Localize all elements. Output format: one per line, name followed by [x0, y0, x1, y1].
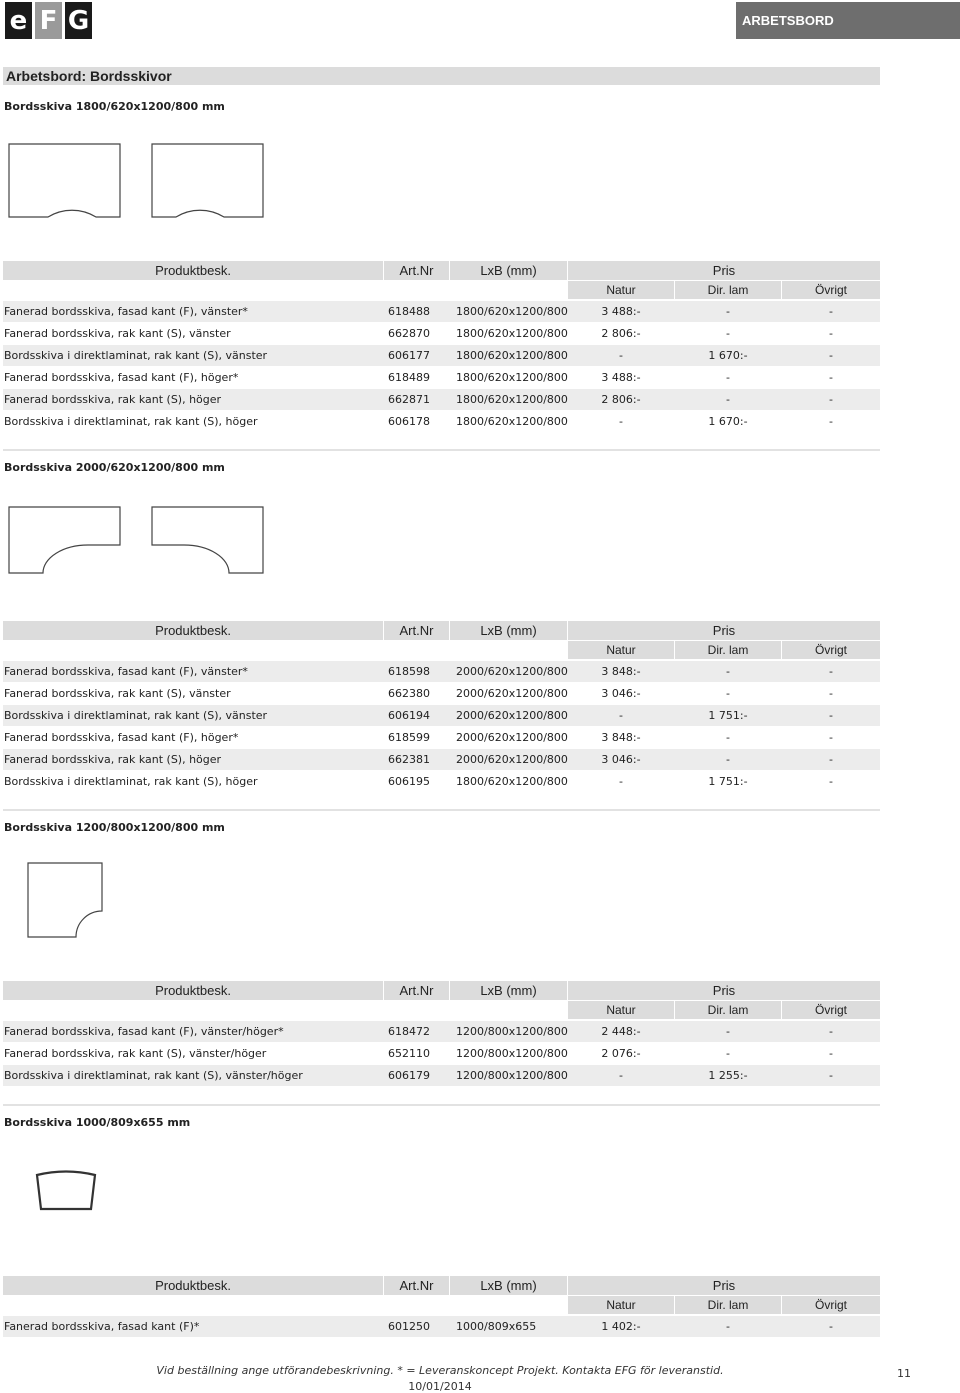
table-row — [3, 1043, 880, 1064]
header-ovrigt: Övrigt — [782, 281, 880, 299]
product-description: Fanerad bordsskiva, fasad kant (F)* — [4, 1320, 200, 1333]
quarter-corner-diagram — [0, 861, 140, 941]
section-title: Bordsskiva 1000/809x655 mm — [4, 1116, 191, 1129]
table-row — [3, 1065, 880, 1086]
table-header-row — [3, 1276, 880, 1295]
table-row — [3, 345, 880, 366]
header-price: Pris — [568, 981, 880, 1000]
table-row — [3, 411, 880, 432]
price-dir-lam: - — [726, 665, 730, 678]
price-ovrigt: - — [829, 753, 833, 766]
article-number: 662871 — [388, 393, 430, 406]
article-number: 606179 — [388, 1069, 430, 1082]
dimensions: 1200/800x1200/800 — [456, 1069, 568, 1082]
logo-letter-g: G — [65, 2, 92, 39]
header-ovrigt: Övrigt — [782, 1001, 880, 1019]
article-number: 606195 — [388, 775, 430, 788]
table-row — [3, 1316, 880, 1337]
footer-note: Vid beställning ange utförandebeskrivning. * = Leveranskoncept Projekt. Kontakta EFG för leveranstid. — [156, 1364, 724, 1377]
header-desc: Produktbesk. — [3, 261, 383, 280]
price-natur: - — [619, 415, 623, 428]
category-tag: ARBETSBORD — [736, 2, 960, 39]
price-dir-lam: 1 670:- — [708, 415, 748, 428]
dimensions: 2000/620x1200/800 — [456, 687, 568, 700]
product-description: Bordsskiva i direktlaminat, rak kant (S), höger — [4, 775, 258, 788]
price-natur: 3 046:- — [601, 687, 641, 700]
article-number: 652110 — [388, 1047, 430, 1060]
table-subheader-row — [3, 281, 880, 299]
price-dir-lam: 1 751:- — [708, 775, 748, 788]
dimensions: 2000/620x1200/800 — [456, 709, 568, 722]
price-natur: 2 448:- — [601, 1025, 641, 1038]
table-header-row — [3, 981, 880, 1000]
right-desk-shape — [152, 144, 263, 217]
header-dir: Dir. lam — [675, 1296, 781, 1314]
dimensions: 1000/809x655 — [456, 1320, 537, 1333]
header-art: Art.Nr — [384, 261, 449, 280]
footer-date: 10/01/2014 — [408, 1380, 472, 1393]
dimensions: 1800/620x1200/800 — [456, 305, 568, 318]
product-description: Fanerad bordsskiva, fasad kant (F), höger* — [4, 731, 239, 744]
price-dir-lam: 1 751:- — [708, 709, 748, 722]
section-title: Bordsskiva 2000/620x1200/800 mm — [4, 461, 225, 474]
left-desk-shape — [9, 507, 120, 573]
price-natur: 3 488:- — [601, 305, 641, 318]
right-desk-shape — [152, 507, 263, 573]
price-dir-lam: - — [726, 687, 730, 700]
price-natur: - — [619, 709, 623, 722]
header-natur: Natur — [568, 1001, 674, 1019]
header-desc: Produktbesk. — [3, 1276, 383, 1295]
header-lxb: LxB (mm) — [450, 1276, 567, 1295]
header-price: Pris — [568, 621, 880, 640]
dimensions: 1800/620x1200/800 — [456, 393, 568, 406]
article-number: 618599 — [388, 731, 430, 744]
header-natur: Natur — [568, 1296, 674, 1314]
dimensions: 1800/620x1200/800 — [456, 775, 568, 788]
section-title: Bordsskiva 1800/620x1200/800 mm — [4, 100, 225, 113]
price-ovrigt: - — [829, 1025, 833, 1038]
price-dir-lam: - — [726, 371, 730, 384]
article-number: 606177 — [388, 349, 430, 362]
product-description: Bordsskiva i direktlaminat, rak kant (S), vänster — [4, 709, 268, 722]
table-row — [3, 771, 880, 792]
price-natur: 3 848:- — [601, 665, 641, 678]
price-natur: 3 488:- — [601, 371, 641, 384]
header-desc: Produktbesk. — [3, 621, 383, 640]
product-description: Fanerad bordsskiva, rak kant (S), vänster — [4, 687, 231, 700]
dimensions: 1800/620x1200/800 — [456, 371, 568, 384]
page-number: 11 — [897, 1367, 911, 1380]
price-dir-lam: 1 255:- — [708, 1069, 748, 1082]
price-ovrigt: - — [829, 415, 833, 428]
dimensions: 1800/620x1200/800 — [456, 349, 568, 362]
dimensions: 2000/620x1200/800 — [456, 731, 568, 744]
section-title: Bordsskiva 1200/800x1200/800 mm — [4, 821, 225, 834]
logo-letter-e: e — [5, 2, 32, 39]
article-number: 662381 — [388, 753, 430, 766]
price-dir-lam: - — [726, 393, 730, 406]
product-description: Bordsskiva i direktlaminat, rak kant (S), vänster/höger — [4, 1069, 303, 1082]
article-number: 618598 — [388, 665, 430, 678]
price-ovrigt: - — [829, 709, 833, 722]
table-row — [3, 683, 880, 704]
header-desc: Produktbesk. — [3, 981, 383, 1000]
price-ovrigt: - — [829, 349, 833, 362]
price-ovrigt: - — [829, 665, 833, 678]
table-row — [3, 749, 880, 770]
price-natur: 3 848:- — [601, 731, 641, 744]
section-divider — [3, 809, 880, 811]
header-art: Art.Nr — [384, 1276, 449, 1295]
curved-desk-shape — [37, 1172, 95, 1210]
left-desk-shape — [9, 144, 120, 217]
product-description: Fanerad bordsskiva, fasad kant (F), vänster* — [4, 665, 248, 678]
header-dir: Dir. lam — [675, 1001, 781, 1019]
header-dir: Dir. lam — [675, 281, 781, 299]
curved-front-diagram — [0, 1166, 140, 1226]
dimensions: 1800/620x1200/800 — [456, 415, 568, 428]
price-dir-lam: - — [726, 1047, 730, 1060]
corner-desk-shape — [28, 863, 102, 937]
product-description: Bordsskiva i direktlaminat, rak kant (S), höger — [4, 415, 258, 428]
table-header-row — [3, 261, 880, 280]
price-ovrigt: - — [829, 687, 833, 700]
header-price: Pris — [568, 261, 880, 280]
product-description: Fanerad bordsskiva, rak kant (S), höger — [4, 393, 222, 406]
table-row — [3, 661, 880, 682]
header-ovrigt: Övrigt — [782, 1296, 880, 1314]
article-number: 662870 — [388, 327, 430, 340]
header-lxb: LxB (mm) — [450, 621, 567, 640]
article-number: 618472 — [388, 1025, 430, 1038]
header-lxb: LxB (mm) — [450, 261, 567, 280]
price-dir-lam: 1 670:- — [708, 349, 748, 362]
dimensions: 2000/620x1200/800 — [456, 665, 568, 678]
dimensions: 1800/620x1200/800 — [456, 327, 568, 340]
table-row — [3, 1021, 880, 1042]
price-natur: - — [619, 349, 623, 362]
header-art: Art.Nr — [384, 981, 449, 1000]
table-subheader-row — [3, 1001, 880, 1019]
table-row — [3, 367, 880, 388]
price-natur: - — [619, 1069, 623, 1082]
product-description: Bordsskiva i direktlaminat, rak kant (S), vänster — [4, 349, 268, 362]
dimensions: 2000/620x1200/800 — [456, 753, 568, 766]
header-dir: Dir. lam — [675, 641, 781, 659]
price-dir-lam: - — [726, 1025, 730, 1038]
page-title: Arbetsbord: Bordsskivor — [3, 67, 880, 85]
header-price: Pris — [568, 1276, 880, 1295]
article-number: 618489 — [388, 371, 430, 384]
price-ovrigt: - — [829, 1047, 833, 1060]
price-ovrigt: - — [829, 1320, 833, 1333]
product-description: Fanerad bordsskiva, rak kant (S), höger — [4, 753, 222, 766]
article-number: 662380 — [388, 687, 430, 700]
price-ovrigt: - — [829, 371, 833, 384]
price-natur: 2 806:- — [601, 393, 641, 406]
logo-letter-f: F — [35, 2, 62, 39]
header-natur: Natur — [568, 641, 674, 659]
dimensions: 1200/800x1200/800 — [456, 1025, 568, 1038]
table-row — [3, 389, 880, 410]
price-dir-lam: - — [726, 731, 730, 744]
efg-logo — [5, 2, 92, 39]
section-divider — [3, 449, 880, 451]
price-natur: 2 076:- — [601, 1047, 641, 1060]
price-ovrigt: - — [829, 731, 833, 744]
product-description: Fanerad bordsskiva, fasad kant (F), höger* — [4, 371, 239, 384]
two-corner-desks-diagram — [0, 142, 280, 222]
table-row — [3, 727, 880, 748]
product-description: Fanerad bordsskiva, rak kant (S), vänster — [4, 327, 231, 340]
price-natur: - — [619, 775, 623, 788]
two-corner-desks-diagram — [0, 505, 280, 585]
article-number: 606178 — [388, 415, 430, 428]
price-ovrigt: - — [829, 393, 833, 406]
product-description: Fanerad bordsskiva, fasad kant (F), vänster/höger* — [4, 1025, 284, 1038]
price-natur: 3 046:- — [601, 753, 641, 766]
table-subheader-row — [3, 641, 880, 659]
price-dir-lam: - — [726, 1320, 730, 1333]
article-number: 606194 — [388, 709, 430, 722]
price-dir-lam: - — [726, 327, 730, 340]
table-row — [3, 301, 880, 322]
price-ovrigt: - — [829, 1069, 833, 1082]
dimensions: 1200/800x1200/800 — [456, 1047, 568, 1060]
header-natur: Natur — [568, 281, 674, 299]
price-dir-lam: - — [726, 753, 730, 766]
table-header-row — [3, 621, 880, 640]
header-lxb: LxB (mm) — [450, 981, 567, 1000]
price-natur: 1 402:- — [601, 1320, 641, 1333]
product-description: Fanerad bordsskiva, rak kant (S), vänster/höger — [4, 1047, 267, 1060]
header-ovrigt: Övrigt — [782, 641, 880, 659]
price-ovrigt: - — [829, 327, 833, 340]
price-natur: 2 806:- — [601, 327, 641, 340]
section-divider — [3, 1104, 880, 1106]
price-dir-lam: - — [726, 305, 730, 318]
header-art: Art.Nr — [384, 621, 449, 640]
price-ovrigt: - — [829, 305, 833, 318]
table-row — [3, 323, 880, 344]
table-row — [3, 705, 880, 726]
product-description: Fanerad bordsskiva, fasad kant (F), vänster* — [4, 305, 248, 318]
article-number: 601250 — [388, 1320, 430, 1333]
table-subheader-row — [3, 1296, 880, 1314]
article-number: 618488 — [388, 305, 430, 318]
price-ovrigt: - — [829, 775, 833, 788]
